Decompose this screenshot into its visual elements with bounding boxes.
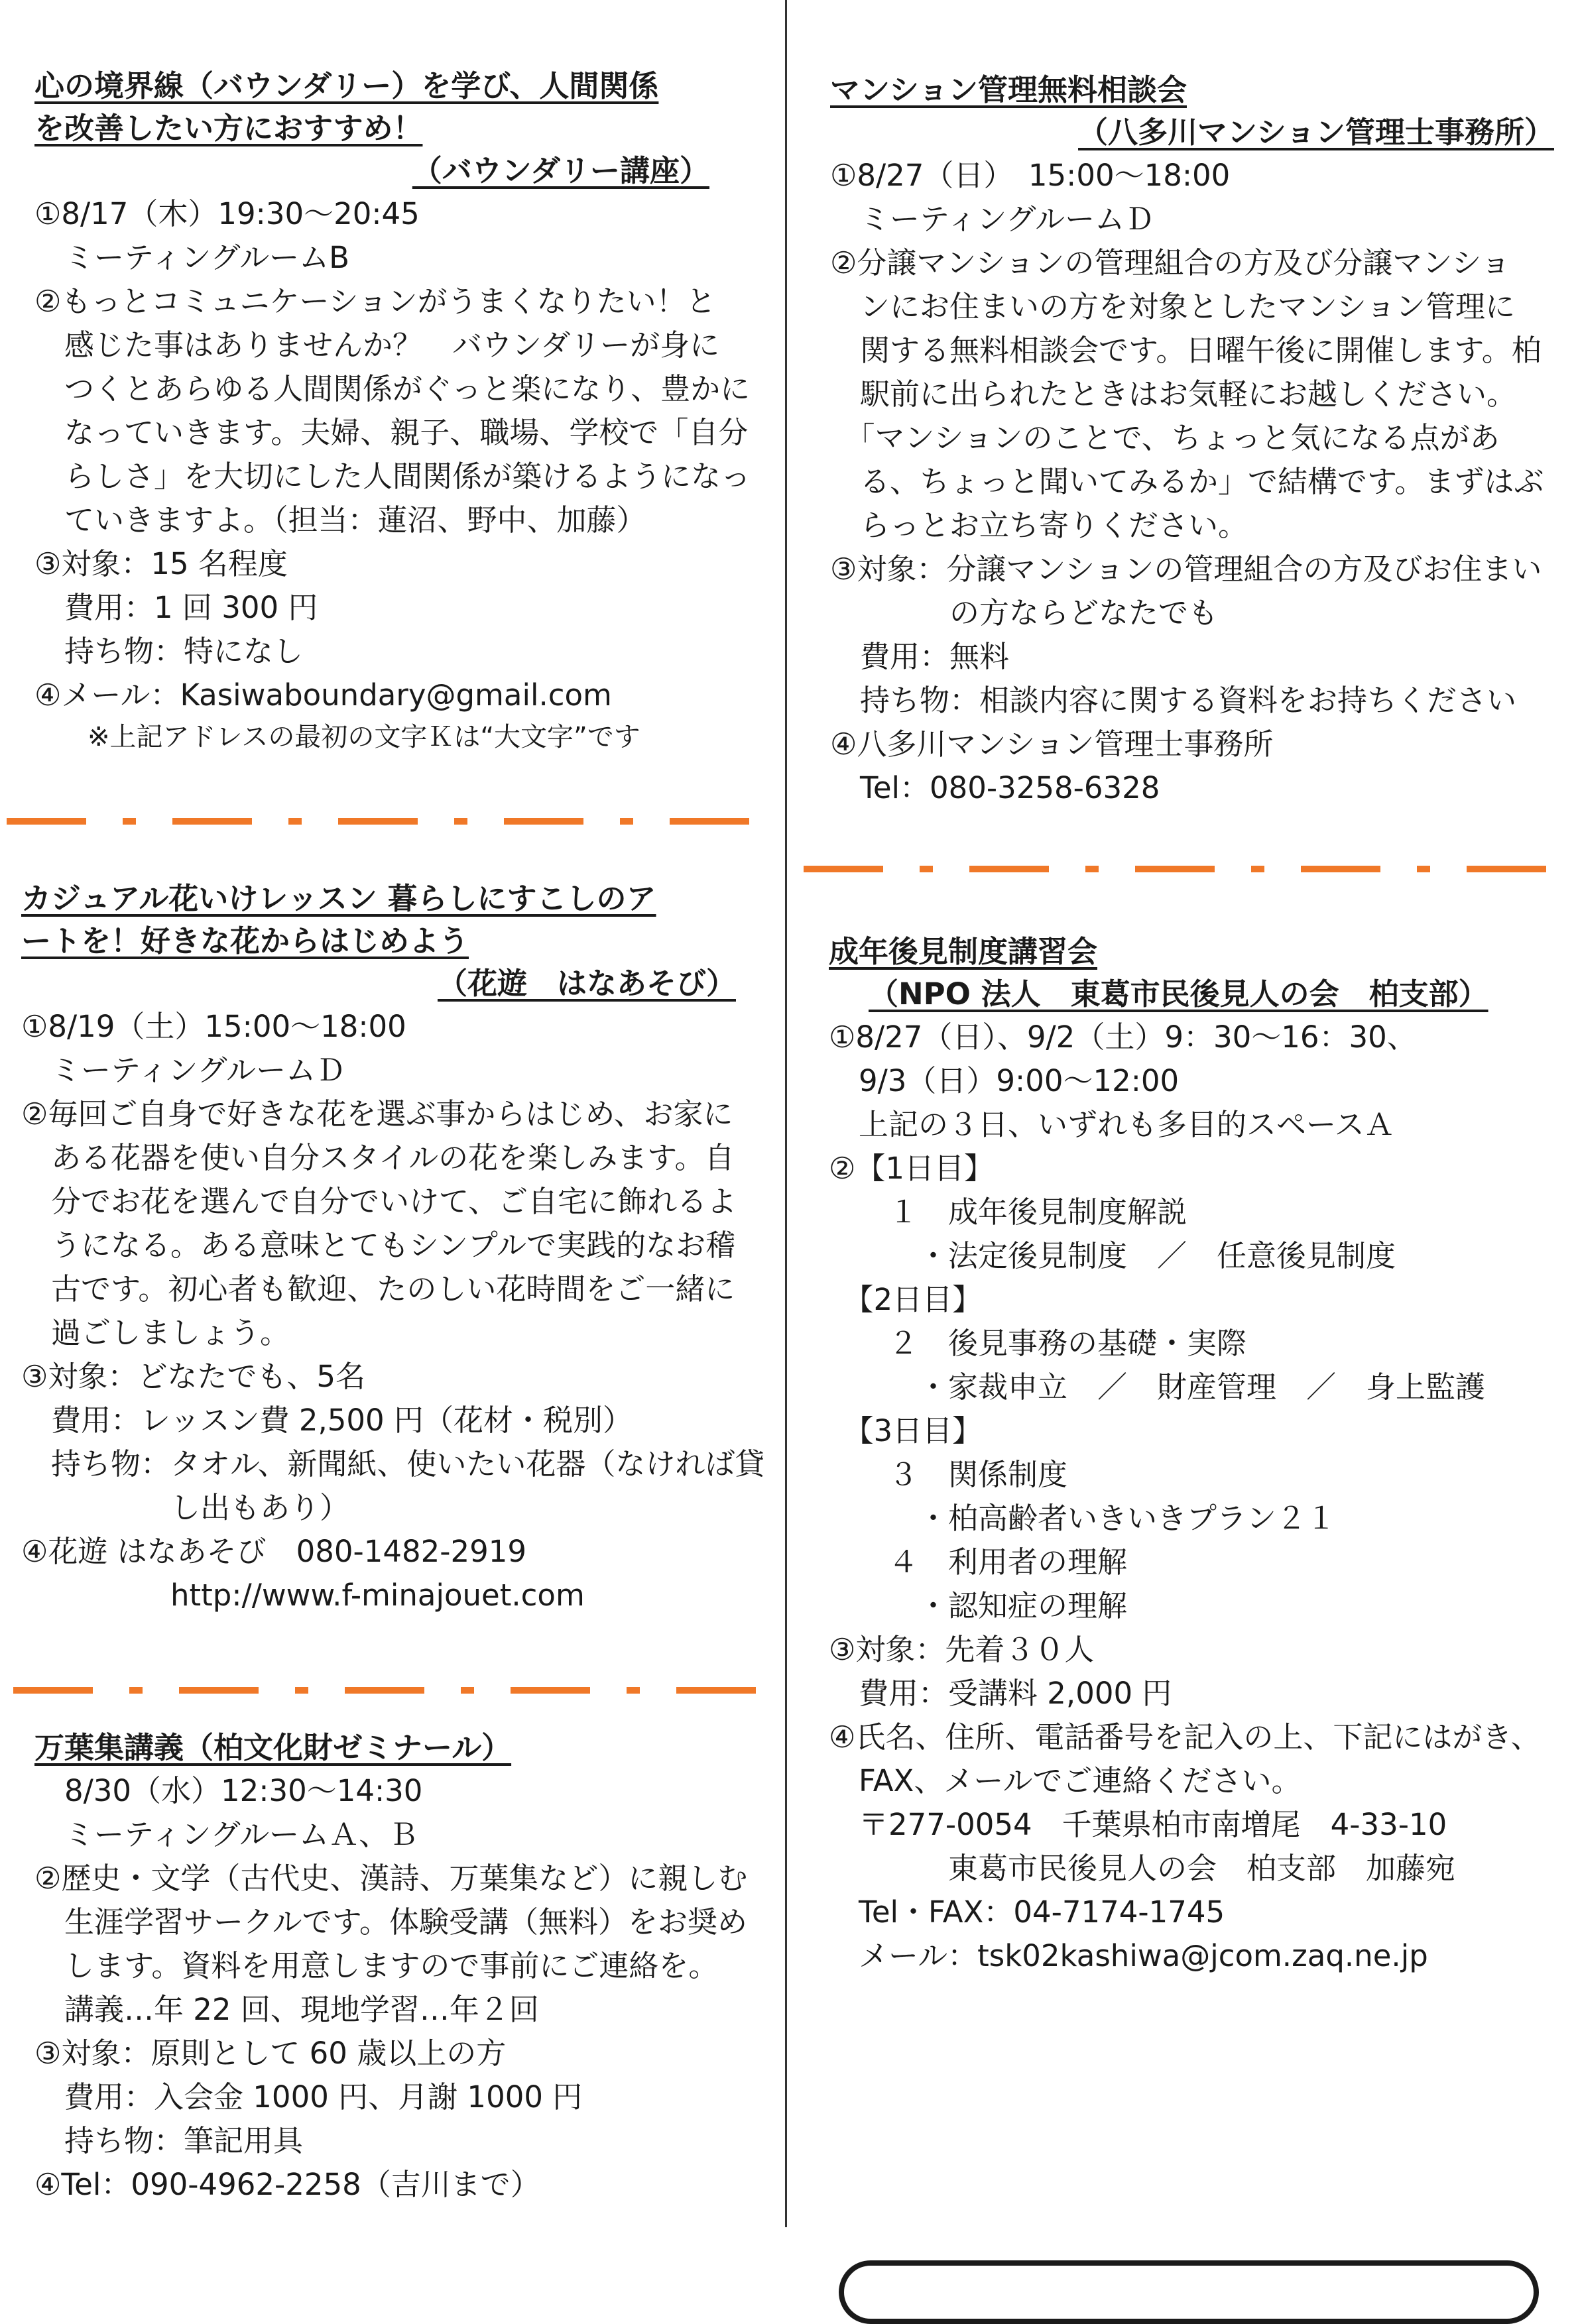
body-line: 費用：入会金 1000 円、月謝 1000 円 xyxy=(34,2079,583,2115)
body-line: ①8/19（土）15:00～18:00 xyxy=(21,1009,406,1044)
boundary-note: ※上記アドレスの最初の文字Ｋは“大文字”です xyxy=(34,722,640,752)
body-line: Tel・FAX：04-7174-1745 xyxy=(829,1894,1225,1930)
body-line: ②毎回ご自身で好きな花を選ぶ事からはじめ、お家に xyxy=(21,1096,733,1132)
body-line: 分でお花を選んで自分でいけて、ご自宅に飾れるよ xyxy=(21,1184,737,1219)
body-line: ・家裁申立 ／ 財産管理 ／ 身上監護 xyxy=(829,1369,1486,1405)
guardian-title: 成年後見制度講習会 xyxy=(829,934,1098,969)
body-line: 「マンションのことで、ちょっと気になる点があ xyxy=(830,420,1500,455)
flower-section xyxy=(21,878,765,1617)
body-line: 古です。初心者も歓迎、たのしい花時間をご一緒に xyxy=(21,1271,735,1307)
body-line: ④メール：Kasiwaboundary@gmail.com xyxy=(34,677,612,713)
body-line: ミーティングルームＤ xyxy=(21,1053,346,1088)
boundary-title-1: 心の境界線（バウンダリー）を学び、人間関係 xyxy=(34,68,659,103)
body-line: ミーティングルームＤ xyxy=(830,202,1155,237)
body-line: 過ごしましょう。 xyxy=(21,1315,290,1350)
body-line: ２ 後見事務の基礎・実際 xyxy=(829,1326,1247,1361)
body-line: ①8/17（木）19:30～20:45 xyxy=(34,196,420,231)
boundary-body xyxy=(34,192,751,717)
flower-body xyxy=(21,1005,765,1617)
body-line: 費用：レッスン費 2,500 円（花材・税別） xyxy=(21,1403,633,1438)
body-line: 持ち物：特になし xyxy=(34,634,304,669)
bottom-frame-edge xyxy=(839,2260,1539,2324)
mansion-body xyxy=(830,154,1554,810)
body-line: ②分譲マンションの管理組合の方及び分譲マンショ xyxy=(830,245,1511,280)
flower-title-1: カジュアル花いけレッスン 暮らしにすこしのア xyxy=(21,881,656,916)
body-line: ④八多川マンション管理士事務所 xyxy=(830,726,1274,762)
body-line: 持ち物：筆記用具 xyxy=(34,2123,304,2158)
body-line: ていきますよ。（担当：蓮沼、野中、加藤） xyxy=(34,502,646,538)
body-line: １ 成年後見制度解説 xyxy=(829,1194,1187,1230)
body-line: ③対象：先着３０人 xyxy=(829,1632,1095,1667)
body-line: ミーティングルームB xyxy=(34,240,350,275)
body-line: ①8/27（日） 15:00～18:00 xyxy=(830,158,1231,193)
boundary-section xyxy=(34,65,751,757)
boundary-title-2: を改善したい方におすすめ！ xyxy=(34,111,423,146)
body-line: ②歴史・文学（古代史、漢詩、万葉集など）に親しむ xyxy=(34,1861,748,1896)
mansion-org: （八多川マンション管理士事務所） xyxy=(1078,115,1554,150)
body-line: http://www.f-minajouet.com xyxy=(21,1578,585,1613)
mansion-title: マンション管理無料相談会 xyxy=(830,72,1187,107)
body-line: ・認知症の理解 xyxy=(829,1588,1128,1623)
body-line: 費用：受講料 2,000 円 xyxy=(829,1676,1172,1711)
body-line: 〒277-0054 千葉県柏市南増尾 4-33-10 xyxy=(829,1807,1447,1842)
boundary-org: （バウンダリー講座） xyxy=(412,153,709,188)
divider-dash xyxy=(7,818,769,825)
manyo-title: 万葉集講義（柏文化財ゼミナール） xyxy=(34,1730,512,1765)
flower-org: （花遊 はなあそび） xyxy=(437,966,736,1001)
body-line: ④氏名、住所、電話番号を記入の上、下記にはがき、 xyxy=(829,1719,1541,1755)
body-line: ④Tel：090-4962-2258（吉川まで） xyxy=(34,2167,540,2202)
body-line: 講義…年 22 回、現地学習…年２回 xyxy=(34,1992,539,2027)
body-line: ③対象：原則として 60 歳以上の方 xyxy=(34,2036,507,2071)
body-line: 上記の３日、いずれも多目的スペースＡ xyxy=(829,1107,1394,1142)
body-line: ・法定後見制度 ／ 任意後見制度 xyxy=(829,1238,1396,1273)
body-line: 【3日目】 xyxy=(829,1413,983,1448)
body-line: 関する無料相談会です。日曜午後に開催します。柏 xyxy=(830,333,1542,368)
body-line: なっていきます。夫婦、親子、職場、学校で「自分 xyxy=(34,415,749,450)
body-line: ③対象：どなたでも、5名 xyxy=(21,1359,365,1394)
body-line: ４ 利用者の理解 xyxy=(829,1544,1128,1580)
body-line: ンにお住まいの方を対象としたマンション管理に xyxy=(830,289,1515,324)
divider-dash xyxy=(804,866,1573,872)
body-line: FAX、メールでご連絡ください。 xyxy=(829,1763,1302,1798)
body-line: 持ち物：相談内容に関する資料をお持ちください xyxy=(830,683,1517,718)
body-line: 費用：1 回 300 円 xyxy=(34,590,318,625)
body-line: ①8/27（日）、9/2（土）9：30～16：30、 xyxy=(829,1019,1417,1055)
mansion-section xyxy=(830,69,1554,810)
body-line: ミーティングルームＡ、Ｂ xyxy=(34,1817,419,1852)
body-line: 生涯学習サークルです。体験受講（無料）をお奨め xyxy=(34,1904,748,1940)
body-line: らしさ」を大切にした人間関係が築けるようになっ xyxy=(34,459,751,494)
body-line: ②もっとコミュニケーションがうまくなりたい！と xyxy=(34,284,716,319)
body-line: うになる。ある意味とてもシンプルで実践的なお稽 xyxy=(21,1228,736,1263)
body-line: 持ち物：タオル、新聞紙、使いたい花器（なければ貸 xyxy=(21,1446,765,1482)
guardian-body xyxy=(829,1016,1554,1978)
body-line: る、ちょっと聞いてみるか」で結構です。まずはぶ xyxy=(830,464,1544,499)
body-line: メール：tsk02kashiwa@jcom.zaq.ne.jp xyxy=(829,1938,1428,1973)
body-line: ・柏高齢者いきいきプラン２１ xyxy=(829,1501,1337,1536)
body-line: 8/30（水）12:30～14:30 xyxy=(34,1773,423,1808)
body-line: ３ 関係制度 xyxy=(829,1457,1068,1492)
body-line: の方ならどなたでも xyxy=(830,595,1219,630)
body-line: ④花遊 はなあそび 080-1482-2919 xyxy=(21,1534,527,1569)
body-line: 感じた事はありませんか？ バウンダリーが身に xyxy=(34,327,720,363)
body-line: 東葛市民後見人の会 柏支部 加藤宛 xyxy=(829,1851,1456,1886)
body-line: ③対象：分譲マンションの管理組合の方及びお住まい xyxy=(830,552,1542,587)
body-line: 9/3（日）9:00～12:00 xyxy=(829,1063,1180,1098)
body-line: つくとあらゆる人間関係がぐっと楽になり、豊かに xyxy=(34,371,751,406)
divider-dash xyxy=(13,1687,762,1694)
manyo-body xyxy=(34,1769,756,2207)
body-line: ある花器を使い自分スタイルの花を楽しみます。自 xyxy=(21,1140,735,1175)
guardian-org: （NPO 法人 東葛市民後見人の会 柏支部） xyxy=(869,976,1488,1012)
column-divider xyxy=(785,0,787,2227)
body-line: Tel：080-3258-6328 xyxy=(830,770,1160,805)
flower-title-2: ートを！好きな花からはじめよう xyxy=(21,923,469,959)
body-line: らっとお立ち寄りください。 xyxy=(830,508,1248,543)
body-line: 費用：無料 xyxy=(830,639,1010,674)
body-line: 【2日目】 xyxy=(829,1282,983,1317)
body-line: します。資料を用意しますので事前にご連絡を。 xyxy=(34,1948,719,1983)
body-line: ③対象：15 名程度 xyxy=(34,546,288,581)
body-line: し出もあり） xyxy=(21,1490,350,1525)
manyo-section xyxy=(34,1727,756,2207)
body-line: ②【1日目】 xyxy=(829,1151,994,1186)
guardian-section xyxy=(829,931,1554,1978)
body-line: 駅前に出られたときはお気軽にお越しください。 xyxy=(830,377,1517,412)
